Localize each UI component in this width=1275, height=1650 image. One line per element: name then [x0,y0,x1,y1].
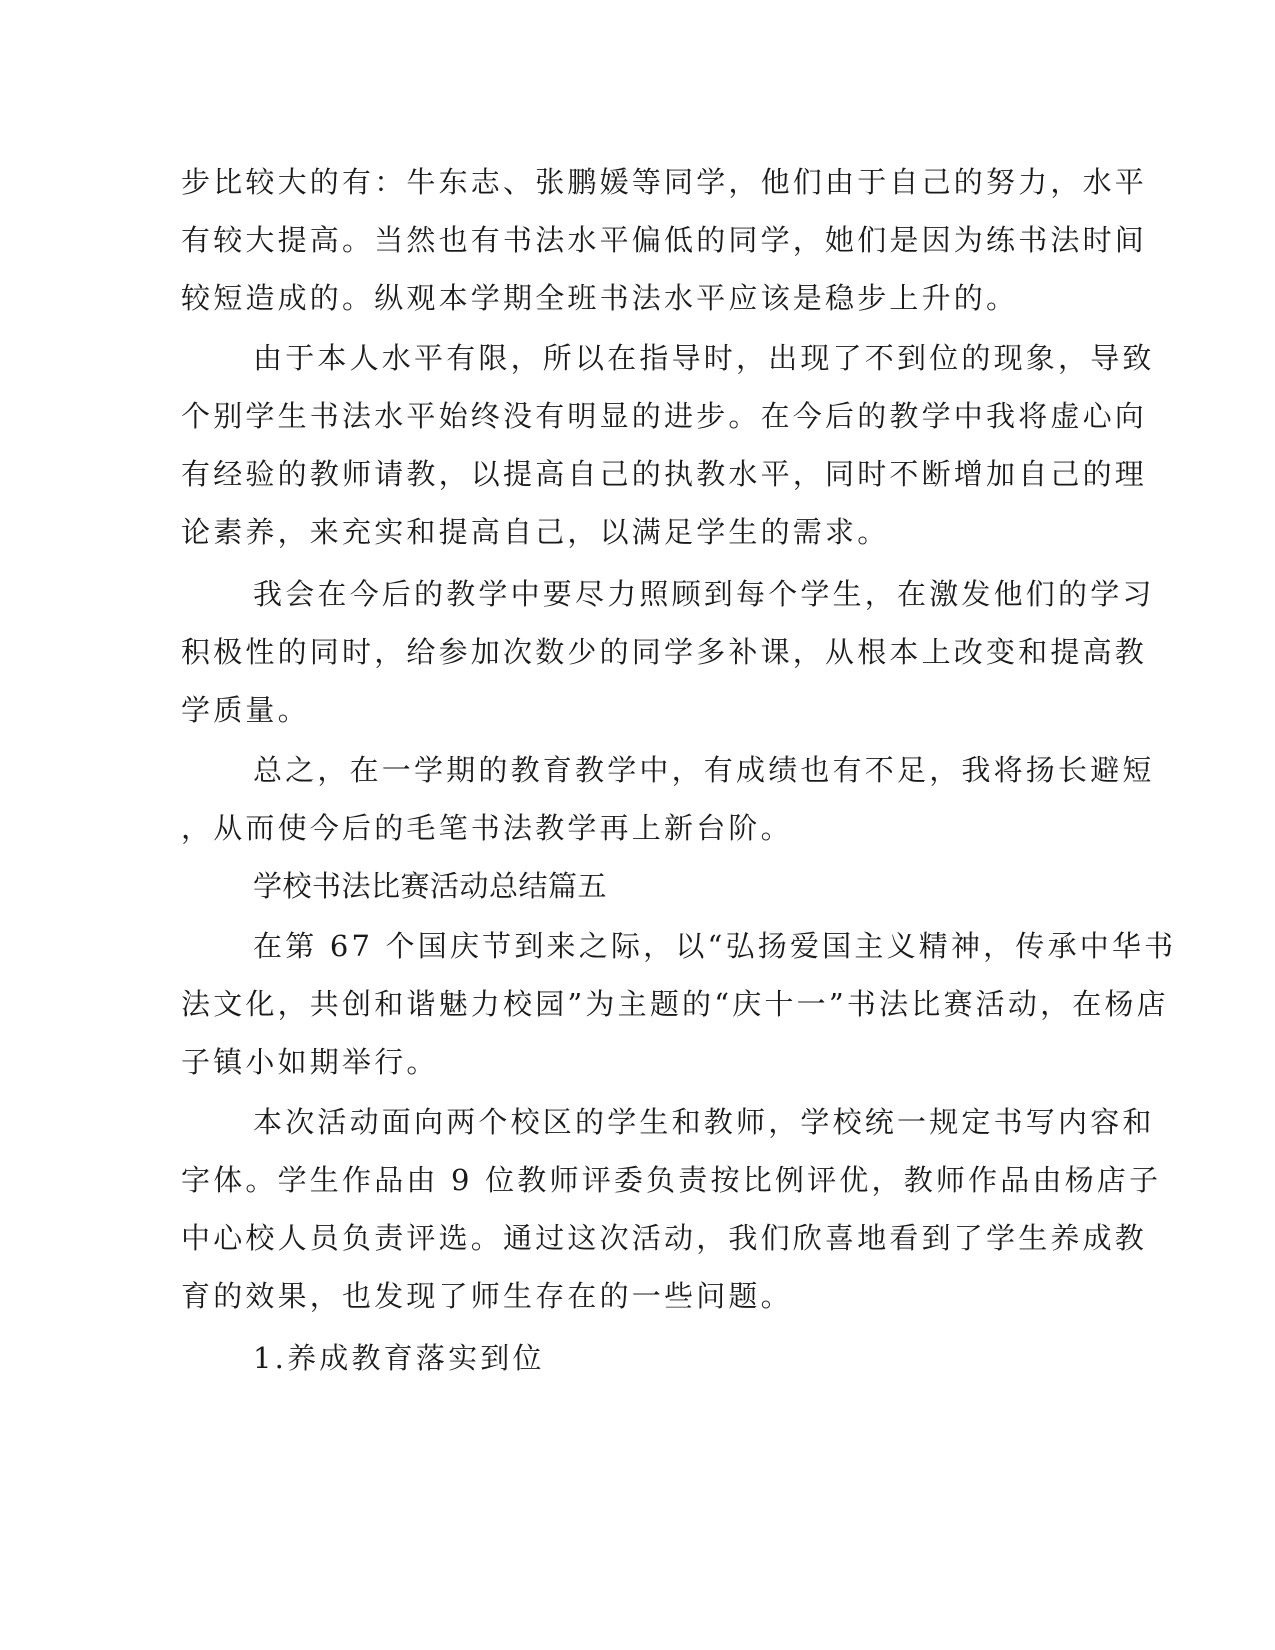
paragraph-line: 步比较大的有：牛东志、张鹏媛等同学，他们由于自己的努力，水平 [181,165,1148,199]
paragraph-line: ，从而使今后的毛笔书法教学再上新台阶。 [181,811,793,845]
paragraph-line: 本次活动面向两个校区的学生和教师，学校统一规定书写内容和 [253,1105,1155,1139]
paragraph-line: 中心校人员负责评选。通过这次活动，我们欣喜地看到了学生养成教 [181,1221,1148,1255]
paragraph-line: 学质量。 [181,693,310,727]
paragraph-line: 我会在今后的教学中要尽力照顾到每个学生，在激发他们的学习 [253,577,1155,611]
paragraph-line: 较短造成的。纵观本学期全班书法水平应该是稳步上升的。 [181,281,1019,315]
paragraph-line: 总之，在一学期的教育教学中，有成绩也有不足，我将扬长避短 [253,753,1155,787]
paragraph-line: 法文化，共创和谐魅力校园”为主题的“庆十一”书法比赛活动，在杨店 [181,987,1169,1021]
paragraph-line: 积极性的同时，给参加次数少的同学多补课，从根本上改变和提高教 [181,635,1148,669]
section-heading: 学校书法比赛活动总结篇五 [253,869,608,903]
paragraph-line: 子镇小如期举行。 [181,1045,439,1079]
paragraph-line: 有较大提高。当然也有书法水平偏低的同学，她们是因为练书法时间 [181,223,1148,257]
paragraph-line: 论素养，来充实和提高自己，以满足学生的需求。 [181,515,890,549]
paragraph-line: 在第 67 个国庆节到来之际，以“弘扬爱国主义精神，传承中华书 [253,929,1177,963]
paragraph-line: 个别学生书法水平始终没有明显的进步。在今后的教学中我将虚心向 [181,399,1148,433]
list-item-heading: 1.养成教育落实到位 [253,1341,545,1375]
paragraph-line: 由于本人水平有限，所以在指导时，出现了不到位的现象，导致 [253,341,1155,375]
paragraph-line: 育的效果，也发现了师生存在的一些问题。 [181,1279,793,1313]
paragraph-line: 字体。学生作品由 9 位教师评委负责按比例评优，教师作品由杨店子 [181,1163,1162,1197]
paragraph-line: 有经验的教师请教，以提高自己的执教水平，同时不断增加自己的理 [181,457,1148,491]
